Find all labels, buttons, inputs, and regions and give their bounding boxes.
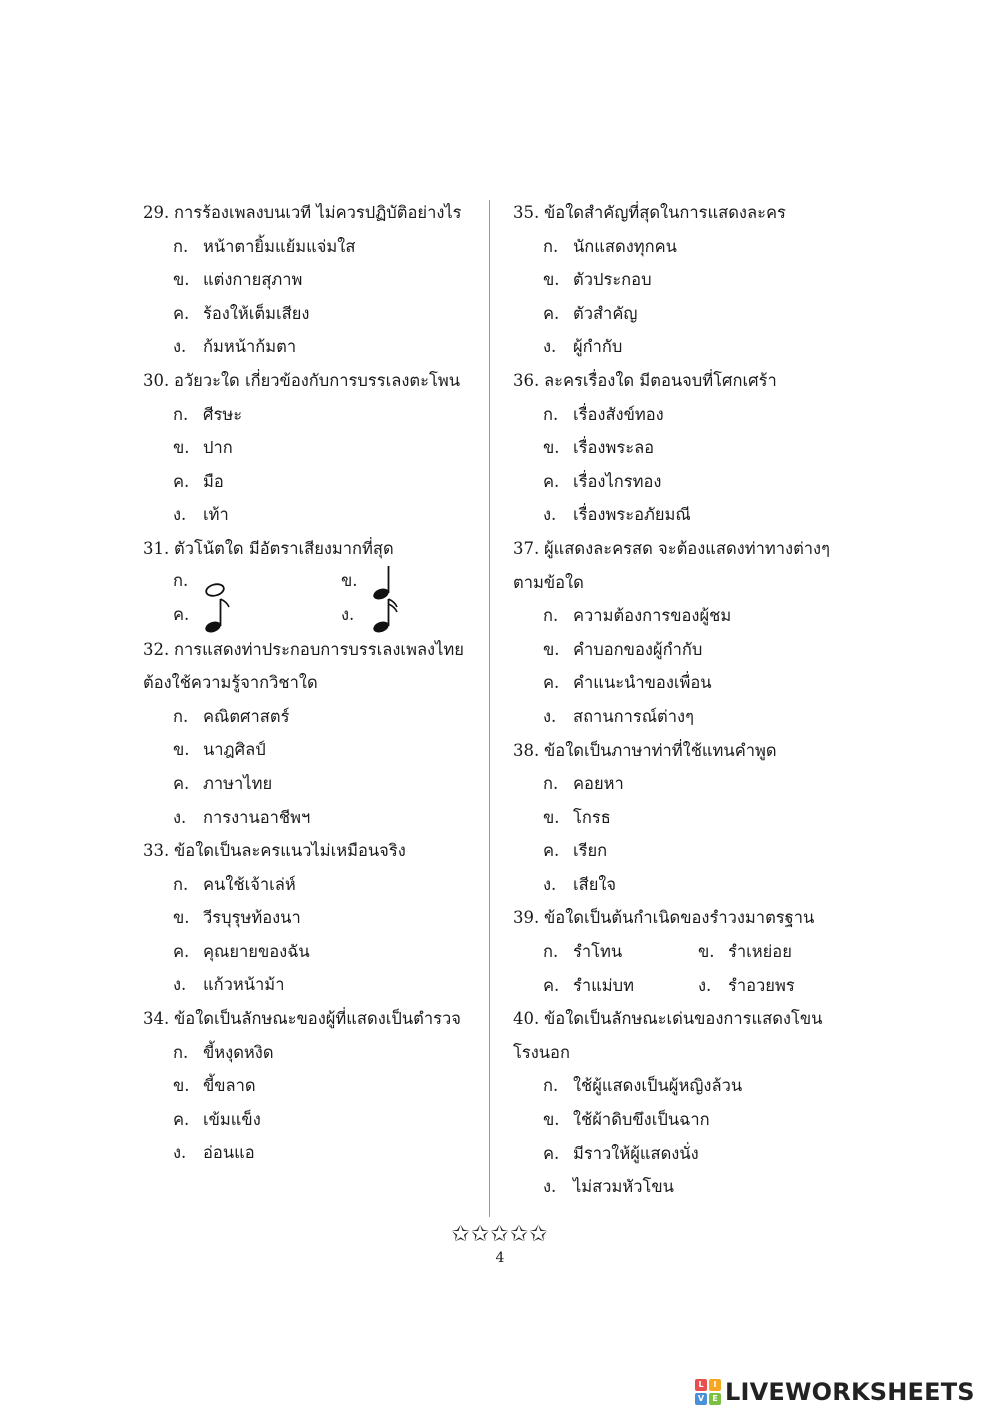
option-text: ขี้ขลาด	[203, 1076, 256, 1096]
option-letter: ง.	[543, 505, 557, 525]
logo-tile: L	[695, 1379, 707, 1391]
question-39	[513, 901, 853, 1002]
answer-option[interactable]	[543, 969, 698, 1003]
option-letter: ค.	[543, 471, 560, 491]
option-text: ไม่สวมหัวโขน	[573, 1177, 674, 1197]
question-stem: ข้อใดเป็นลักษณะเด่นของการแสดงโขน	[544, 1009, 823, 1029]
question-number: 38.	[513, 740, 540, 760]
question-number: 35.	[513, 203, 540, 222]
answer-option[interactable]	[513, 297, 853, 331]
answer-option[interactable]	[513, 398, 853, 432]
answer-option[interactable]	[143, 398, 483, 432]
answer-option[interactable]	[143, 498, 483, 532]
option-text: มือ	[203, 471, 224, 491]
question-number: 30.	[143, 370, 170, 390]
option-text: คำแนะนำของเพื่อน	[573, 673, 712, 693]
option-text: ผู้กำกับ	[573, 337, 623, 357]
option-text: คนใช้เจ้าเล่ห์	[203, 874, 296, 894]
option-letter: ข.	[341, 571, 358, 591]
question-stem: ผู้แสดงละครสด จะต้องแสดงท่าทางต่างๆ	[544, 538, 830, 558]
logo-tile: I	[709, 1379, 721, 1391]
answer-option[interactable]	[143, 968, 483, 1002]
answer-option[interactable]	[698, 935, 853, 969]
option-letter: ง.	[698, 975, 712, 995]
question-text	[513, 532, 853, 566]
option-letter: ค.	[173, 303, 190, 323]
option-text: ใช้ผ้าดิบขึงเป็นฉาก	[573, 1110, 710, 1130]
option-text: แต่งกายสุภาพ	[203, 270, 303, 290]
option-letter: ก.	[173, 236, 189, 256]
question-40	[513, 1002, 853, 1204]
option-text: รำแม่บท	[573, 975, 634, 995]
option-letter: ก.	[543, 942, 559, 962]
option-letter: ข.	[543, 438, 560, 458]
option-letter: ง.	[173, 1143, 187, 1163]
question-text	[143, 834, 483, 868]
option-text: การงานอาชีพฯ	[203, 807, 311, 827]
question-stem: การร้องเพลงบนเวที ไม่ควรปฏิบัติอย่างไร	[174, 203, 462, 222]
answer-option[interactable]	[513, 834, 853, 868]
option-text: ใช้ผู้แสดงเป็นผู้หญิงล้วน	[573, 1076, 743, 1096]
option-text: คณิตศาสตร์	[203, 706, 290, 726]
question-text	[513, 734, 853, 768]
question-stem: ละครเรื่องใด มีตอนจบที่โศกเศร้า	[544, 370, 777, 390]
option-text: นักแสดงทุกคน	[573, 236, 677, 256]
answer-option[interactable]	[513, 700, 853, 734]
option-letter: ก.	[173, 404, 189, 424]
option-letter: ข.	[543, 807, 560, 827]
question-text	[513, 364, 853, 398]
option-text: คำบอกของผู้กำกับ	[573, 639, 703, 659]
option-letter: ก.	[173, 571, 189, 591]
answer-option[interactable]	[513, 1103, 853, 1137]
answer-option[interactable]	[513, 868, 853, 902]
liveworksheets-logo	[695, 1376, 975, 1408]
question-number: 39.	[513, 908, 540, 928]
question-text	[143, 364, 483, 398]
option-letter: ก.	[543, 1076, 559, 1096]
option-text: นาฎศิลป์	[203, 740, 266, 760]
option-letter: ก.	[173, 1042, 189, 1062]
option-letter: ง.	[173, 975, 187, 995]
quarter-note-icon	[371, 571, 401, 590]
option-letter: ค.	[543, 841, 560, 861]
question-number: 36.	[513, 370, 540, 390]
answer-option[interactable]	[143, 431, 483, 465]
option-text: มีราวให้ผู้แสดงนั่ง	[573, 1143, 699, 1163]
left-column	[143, 196, 483, 1170]
answer-option[interactable]	[513, 1137, 853, 1171]
option-letter: ค.	[543, 673, 560, 693]
answer-option[interactable]	[143, 1136, 483, 1170]
question-number: 40.	[513, 1009, 540, 1029]
option-letter: ข.	[173, 908, 190, 928]
answer-option[interactable]	[143, 1036, 483, 1070]
answer-option[interactable]	[513, 767, 853, 801]
whole-note-icon	[203, 571, 233, 590]
question-32	[143, 633, 483, 835]
option-text: ขี้หงุดหงิด	[203, 1042, 274, 1062]
option-text: โกรธ	[573, 807, 611, 827]
answer-option[interactable]	[513, 666, 853, 700]
column-divider	[489, 200, 490, 1217]
answer-option[interactable]	[513, 599, 853, 633]
option-letter: ค.	[543, 1143, 560, 1163]
option-letter: ง.	[173, 337, 187, 357]
option-text: อ่อนแอ	[203, 1143, 255, 1163]
option-letter: ค.	[543, 975, 560, 995]
note-options	[143, 566, 483, 633]
answer-option[interactable]	[143, 801, 483, 835]
answer-option[interactable]	[513, 801, 853, 835]
question-stem: อวัยวะใด เกี่ยวข้องกับการบรรเลงตะโพน	[174, 370, 460, 390]
question-34	[143, 1002, 483, 1170]
answer-option[interactable]	[143, 767, 483, 801]
question-37	[513, 532, 853, 734]
question-text	[513, 1002, 853, 1036]
option-text: คุณยายของฉัน	[203, 941, 310, 961]
answer-option[interactable]	[513, 330, 853, 364]
option-letter: ง.	[543, 1177, 557, 1197]
question-stem: ข้อใดสำคัญที่สุดในการแสดงละคร	[544, 203, 786, 222]
option-letter: ก.	[173, 874, 189, 894]
page-number: 4	[495, 1250, 505, 1266]
option-text: เรียก	[573, 841, 608, 861]
option-letter: ค.	[173, 773, 190, 793]
question-number: 31.	[143, 538, 170, 558]
option-letter: ก.	[543, 236, 559, 256]
option-text: เท้า	[203, 505, 229, 525]
answer-option[interactable]	[513, 230, 853, 264]
answer-option[interactable]	[143, 901, 483, 935]
question-35	[513, 196, 853, 364]
answer-option[interactable]	[513, 465, 853, 499]
question-stem: ข้อใดเป็นละครแนวไม่เหมือนจริง	[174, 841, 406, 861]
logo-tile: V	[695, 1393, 707, 1405]
option-text: ร้องให้เต็มเสียง	[203, 303, 310, 323]
answer-option[interactable]	[143, 263, 483, 297]
question-text	[143, 633, 483, 667]
option-text: ก้มหน้าก้มตา	[203, 337, 297, 357]
question-stem-continued: ตามข้อใด	[513, 572, 584, 592]
option-text: รำอวยพร	[728, 975, 795, 995]
answer-option[interactable]	[341, 595, 401, 635]
option-letter: ข.	[173, 740, 190, 760]
option-letter: ง.	[543, 874, 557, 894]
option-letter: ค.	[173, 941, 190, 961]
question-number: 34.	[143, 1009, 170, 1029]
eighth-note-icon	[203, 605, 233, 624]
option-letter: ค.	[173, 1109, 190, 1129]
question-text	[143, 1002, 483, 1036]
option-text: ตัวสำคัญ	[573, 303, 638, 323]
option-letter: ค.	[173, 604, 190, 624]
option-row	[513, 935, 853, 969]
question-31	[143, 532, 483, 633]
option-text: เรื่องไกรทอง	[573, 471, 662, 491]
answer-option[interactable]	[513, 1170, 853, 1204]
option-row	[513, 969, 853, 1003]
option-text: เรื่องพระลอ	[573, 438, 655, 458]
answer-option[interactable]	[698, 969, 853, 1003]
question-29	[143, 196, 483, 364]
question-number: 33.	[143, 841, 170, 861]
option-letter: ข.	[543, 1110, 560, 1130]
option-letter: ก.	[543, 774, 559, 794]
option-letter: ง.	[173, 505, 187, 525]
question-number: 29.	[143, 203, 170, 222]
answer-option[interactable]	[143, 700, 483, 734]
option-text: ตัวประกอบ	[573, 270, 652, 290]
footer-stars: ✩✩✩✩✩	[451, 1222, 549, 1247]
option-letter: ค.	[543, 303, 560, 323]
option-letter: ข.	[173, 438, 190, 458]
option-text: ศีรษะ	[203, 404, 243, 424]
question-stem: ข้อใดเป็นภาษาท่าที่ใช้แทนคำพูด	[544, 740, 777, 760]
answer-option[interactable]	[513, 1069, 853, 1103]
option-letter: ก.	[543, 404, 559, 424]
sixteenth-note-icon	[371, 605, 401, 624]
answer-option[interactable]	[143, 230, 483, 264]
question-stem: ตัวโน้ตใด มีอัตราเสียงมากที่สุด	[174, 538, 394, 558]
option-letter: ข.	[173, 270, 190, 290]
question-stem: ข้อใดเป็นต้นกำเนิดของรำวงมาตรฐาน	[544, 908, 815, 928]
option-text: ภาษาไทย	[203, 773, 273, 793]
answer-option[interactable]	[513, 263, 853, 297]
question-text	[143, 196, 483, 230]
option-letter: ข.	[698, 942, 715, 962]
question-30	[143, 364, 483, 532]
question-text	[513, 901, 853, 935]
answer-option[interactable]	[143, 935, 483, 969]
option-text: เรื่องสังข์ทอง	[573, 404, 664, 424]
option-text: สถานการณ์ต่างๆ	[573, 706, 694, 726]
option-text: แก้วหน้าม้า	[203, 975, 285, 995]
answer-option[interactable]	[143, 868, 483, 902]
option-text: เรื่องพระอภัยมณี	[573, 505, 691, 525]
brand-name: LIVEWORKSHEETS	[725, 1378, 975, 1406]
option-text: รำโทน	[573, 942, 623, 962]
question-number: 32.	[143, 639, 170, 659]
option-text: ปาก	[203, 438, 233, 458]
option-letter: ก.	[173, 706, 189, 726]
brand-logo-icon	[695, 1379, 721, 1405]
question-text	[143, 532, 483, 566]
logo-tile: E	[709, 1393, 721, 1405]
option-letter: ค.	[173, 471, 190, 491]
option-text: เสียใจ	[573, 874, 617, 894]
option-letter: ง.	[543, 337, 557, 357]
option-letter: ง.	[543, 706, 557, 726]
option-text: รำเหย่อย	[728, 942, 792, 962]
answer-option[interactable]	[543, 935, 698, 969]
answer-option[interactable]	[143, 1103, 483, 1137]
option-letter: ข.	[173, 1076, 190, 1096]
answer-option[interactable]	[143, 297, 483, 331]
question-stem: ข้อใดเป็นลักษณะของผู้ที่แสดงเป็นตำรวจ	[174, 1009, 461, 1029]
option-text: คอยหา	[573, 774, 624, 794]
question-36	[513, 364, 853, 532]
question-stem-continued: ต้องใช้ความรู้จากวิชาใด	[143, 673, 318, 693]
answer-option[interactable]	[143, 733, 483, 767]
option-text: วีรบุรุษท้องนา	[203, 908, 301, 928]
right-column	[513, 196, 853, 1204]
answer-option[interactable]	[513, 498, 853, 532]
answer-option[interactable]	[143, 1069, 483, 1103]
question-text	[513, 196, 853, 230]
option-letter: ข.	[543, 270, 560, 290]
option-text: ความต้องการของผู้ชม	[573, 606, 732, 626]
question-stem: การแสดงท่าประกอบการบรรเลงเพลงไทย	[174, 639, 464, 659]
option-letter: ง.	[341, 604, 355, 624]
question-33	[143, 834, 483, 1002]
option-text: เข้มแข็ง	[203, 1109, 261, 1129]
answer-option[interactable]	[513, 633, 853, 667]
answer-option[interactable]	[173, 595, 233, 635]
question-38	[513, 734, 853, 902]
option-text: หน้าตายิ้มแย้มแจ่มใส	[203, 236, 356, 256]
option-letter: ข.	[543, 639, 560, 659]
question-number: 37.	[513, 538, 540, 558]
answer-option[interactable]	[143, 330, 483, 364]
question-stem-continued: โรงนอก	[513, 1042, 570, 1062]
option-letter: ก.	[543, 606, 559, 626]
answer-option[interactable]	[143, 465, 483, 499]
answer-option[interactable]	[513, 431, 853, 465]
option-letter: ง.	[173, 807, 187, 827]
